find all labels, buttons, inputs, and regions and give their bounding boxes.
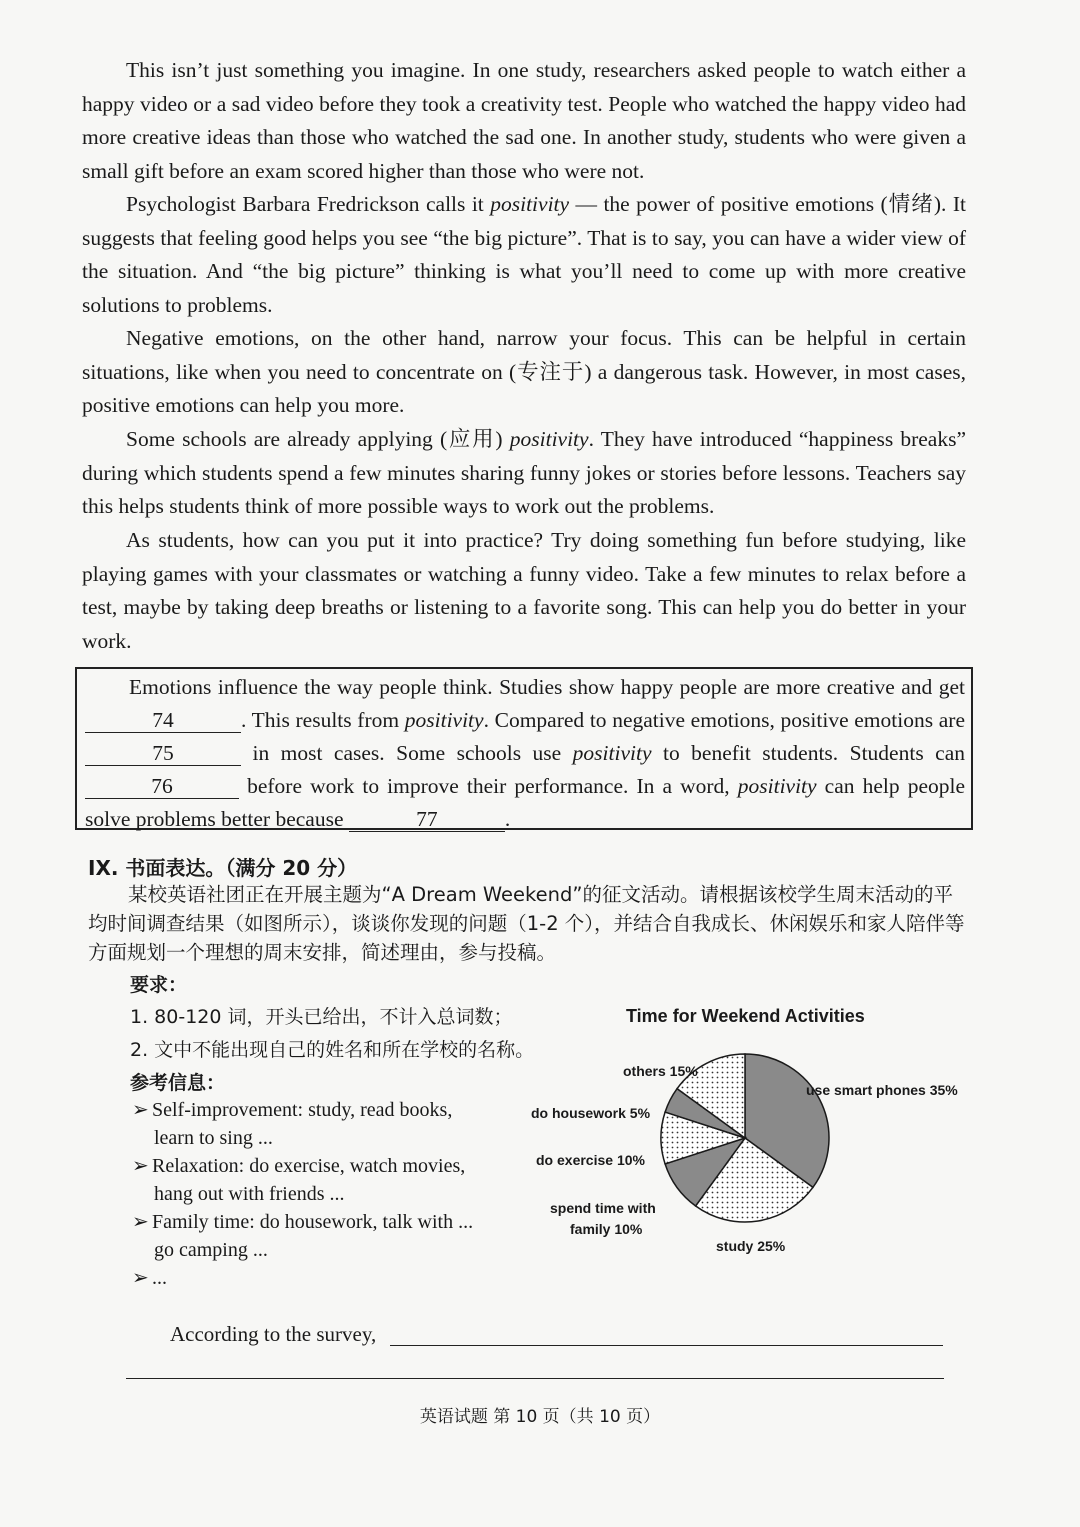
reference-heading: 参考信息： — [130, 1072, 226, 1094]
passage-paragraph-4 — [82, 423, 966, 524]
arrow-bullet-icon: ➢ — [132, 1267, 149, 1289]
ref1-line-2: learn to sing ... — [154, 1127, 273, 1149]
p2-text-a: Psychologist Barbara Fredrickson calls it — [126, 192, 491, 216]
summary-s5: to benefit students. Students can — [651, 741, 965, 765]
summary-term-2: positivity — [572, 741, 652, 765]
reference-item-more — [132, 1264, 512, 1292]
blank-76[interactable]: 76 — [85, 774, 239, 799]
passage-paragraph-3: Negative emotions, on the other hand, narrow your focus. This can be helpful in certain situations, like when you need to concentrate on (专注于) a dangerous task. However, in most cases, positive emotions can help you more. — [82, 326, 966, 418]
summary-s3: . Compared to negative emotions, positive emotions are — [483, 708, 965, 732]
label-others: others 15% — [623, 1063, 698, 1079]
blank-75[interactable]: 75 — [85, 741, 241, 766]
label-exercise: do exercise 10% — [536, 1152, 645, 1168]
pie-slices — [661, 1054, 829, 1222]
label-smart-phones: use smart phones 35% — [806, 1082, 958, 1098]
writing-intro: 某校英语社团正在开展主题为“A Dream Weekend”的征文活动。请根据该校学生周末活动的平均时间调查结果（如图所示），谈谈你发现的问题（1-2 个），并结合自我成长、休闲娱乐和家人陪伴等方面规划一个理想的周末安排，简述理由，参与投稿。 — [88, 883, 965, 964]
page-footer: 英语试题 第 10 页（共 10 页） — [419, 1407, 661, 1427]
reference-item-relaxation — [132, 1152, 512, 1208]
essay-opening: According to the survey, — [170, 1322, 377, 1346]
summary-s1: Emotions influence the way people think. Studies show happy people are more creative and get — [129, 675, 965, 699]
summary-s7: can help people solve problems better because — [85, 774, 965, 831]
reference-item-family-time — [132, 1208, 512, 1264]
blank-74[interactable]: 74 — [85, 708, 241, 733]
summary-s4: in most cases. Some schools use — [241, 741, 573, 765]
summary-term-1: positivity — [404, 708, 484, 732]
requirements-heading: 要求： — [130, 974, 188, 996]
ref2-line-2: hang out with friends ... — [154, 1183, 345, 1205]
ref4-line: ... — [152, 1267, 167, 1289]
summary-text — [85, 671, 965, 836]
label-family-line-1: spend time with — [550, 1200, 656, 1216]
p4-text-b: . They have introduced “happiness breaks” during which students spend a few minutes sharing funny jokes or stories before lessons. Teachers say this helps students think of more possible ways to work out the problems. — [82, 427, 966, 519]
ref1-line-1: Self-improvement: study, read books, — [152, 1099, 453, 1121]
reference-item-self-improvement — [132, 1096, 512, 1152]
label-family-line-2: family 10% — [570, 1221, 643, 1237]
p4-text-a: Some schools are already applying (应用) — [126, 427, 510, 451]
requirement-1: 1. 80-120 词，开头已给出，不计入总词数； — [130, 1006, 513, 1028]
passage-paragraph-2 — [82, 188, 966, 322]
answer-line-1[interactable] — [390, 1345, 943, 1346]
ref3-line-2: go camping ... — [154, 1239, 268, 1261]
summary-s8: . — [504, 807, 511, 831]
summary-box — [75, 667, 973, 830]
ref2-line-1: Relaxation: do exercise, watch movies, — [152, 1155, 466, 1177]
arrow-bullet-icon: ➢ — [132, 1155, 149, 1177]
answer-line-2[interactable] — [126, 1378, 944, 1379]
label-housework: do housework 5% — [531, 1105, 651, 1121]
p2-text-b: — the power of positive emotions (情绪). It suggests that feeling good helps you see “the big picture”. That is to say, you can have a wider view of the situation. And “the big picture” thinking is what you’ll need to come up with more creative solutions to problems. — [82, 192, 966, 317]
label-study: study 25% — [716, 1238, 786, 1254]
writing-section-title: IX. 书面表达。（满分 20 分） — [88, 856, 358, 880]
summary-s6: before work to improve their performance. In a word, — [239, 774, 738, 798]
summary-s2: . This results from — [241, 708, 405, 732]
chart-title: Time for Weekend Activities — [626, 1006, 865, 1026]
arrow-bullet-icon: ➢ — [132, 1099, 149, 1121]
arrow-bullet-icon: ➢ — [132, 1211, 149, 1233]
summary-term-3: positivity — [737, 774, 817, 798]
blank-77[interactable]: 77 — [349, 807, 505, 832]
passage-paragraph-5: As students, how can you put it into practice? Try doing something fun before studying, like playing games with your classmates or watching a funny video. Take a few minutes to relax before a test, maybe by taking deep breaths or listening to a favorite song. This can help you do better in your work. — [82, 528, 966, 653]
requirement-2: 2. 文中不能出现自己的姓名和所在学校的名称。 — [130, 1039, 535, 1061]
ref3-line-1: Family time: do housework, talk with ... — [152, 1211, 474, 1233]
passage-paragraph-1: This isn’t just something you imagine. In one study, researchers asked people to watch either a happy video or a sad video before they took a creativity test. People who watched the happy video had more creative ideas than those who watched the sad one. In another study, students who were given a small gift before an exam scored higher than those who were not. — [82, 58, 966, 183]
p4-term: positivity — [509, 427, 589, 451]
p2-term: positivity — [490, 192, 570, 216]
